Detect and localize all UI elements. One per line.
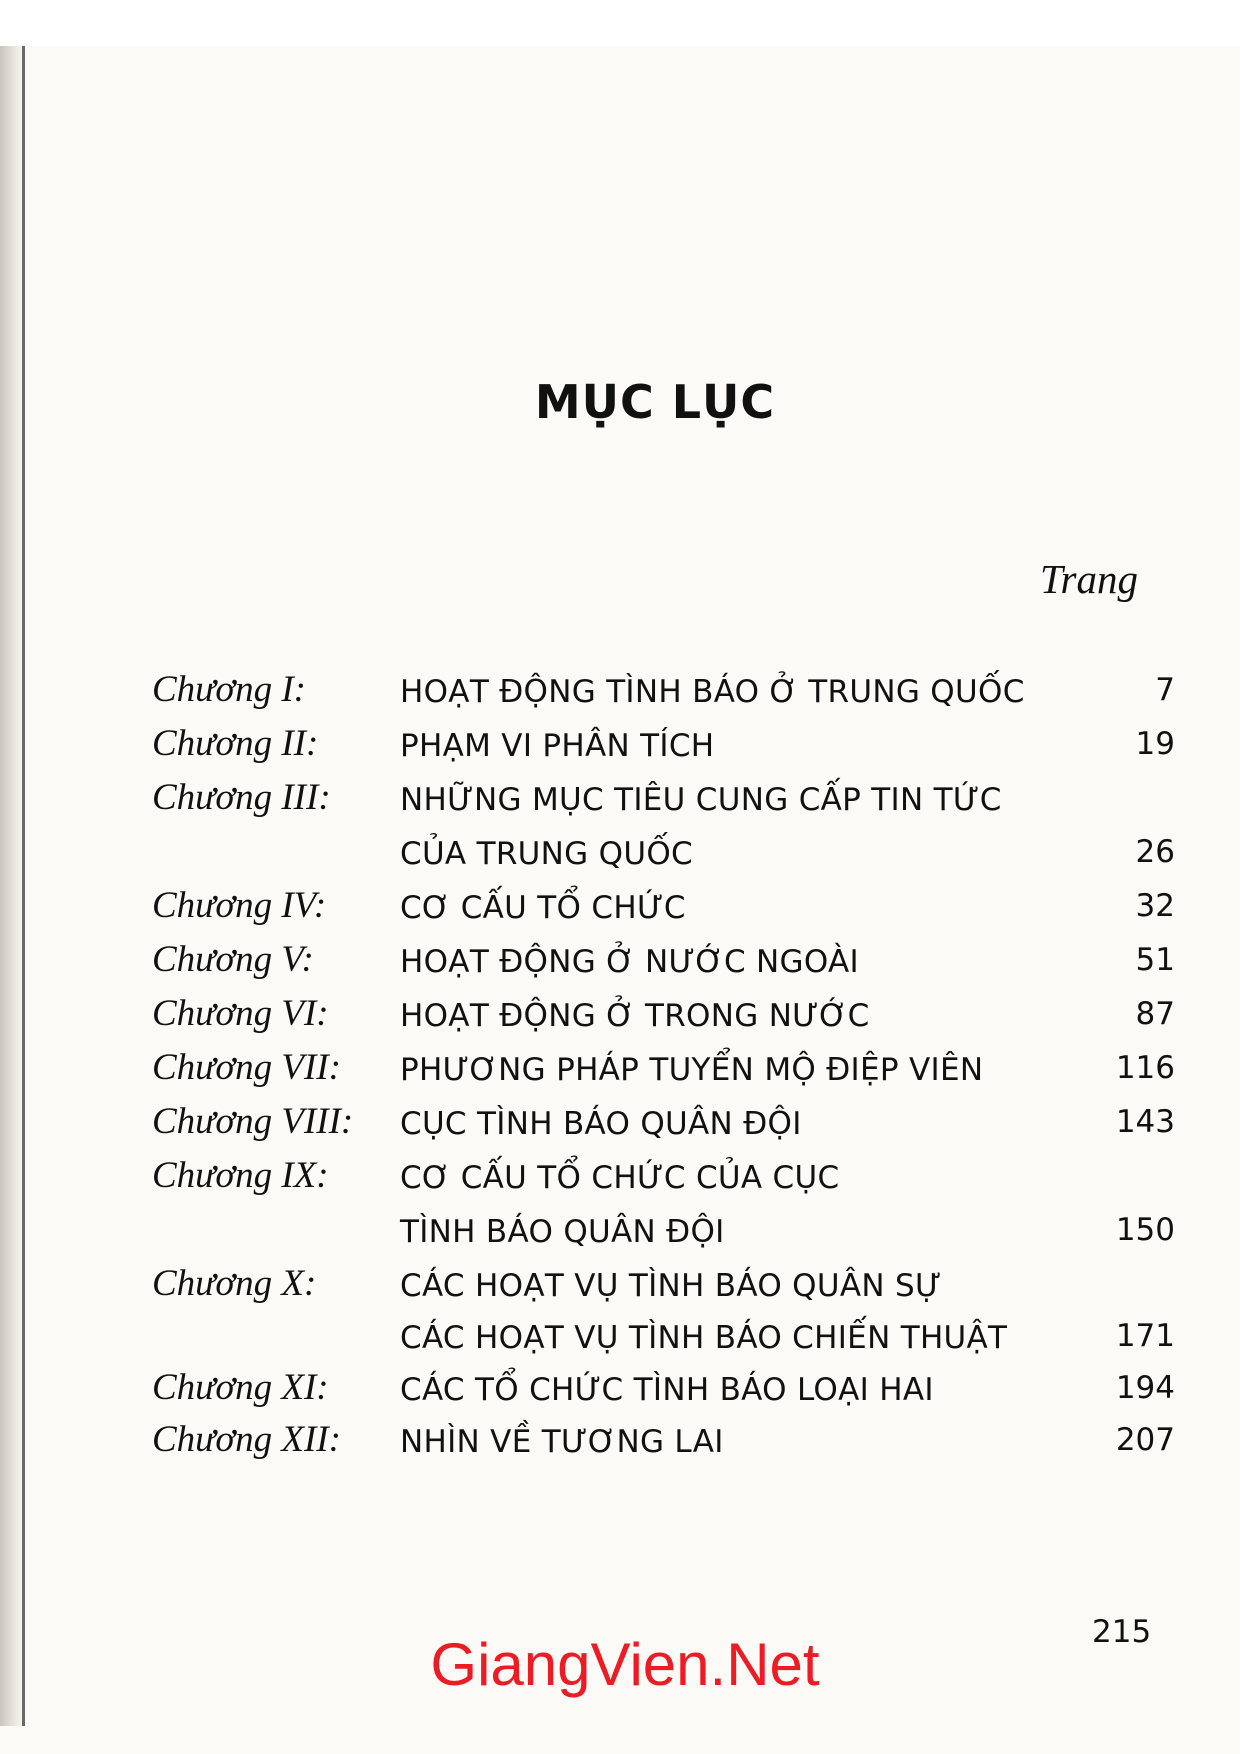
- toc-entry: [0, 1042, 1240, 1094]
- chapter-label: Chương XI:: [152, 1367, 329, 1408]
- chapter-title: HOẠT ĐỘNG Ở NƯỚC NGOÀI: [400, 944, 859, 980]
- chapter-page: 194: [1115, 1370, 1175, 1406]
- toc-entry: [0, 934, 1240, 986]
- chapter-label: Chương IV:: [152, 885, 327, 926]
- chapter-label: Chương I:: [152, 669, 306, 710]
- chapter-title: CỦA TRUNG QUỐC: [400, 836, 693, 872]
- scan-top-margin: [0, 0, 1240, 46]
- chapter-page: 32: [1135, 888, 1175, 924]
- page-column-header: Trang: [1040, 556, 1138, 602]
- page-title: MỤC LỤC: [534, 375, 776, 429]
- chapter-title: HOẠT ĐỘNG Ở TRONG NƯỚC: [400, 998, 870, 1034]
- toc-entry: [0, 1258, 1240, 1310]
- toc-entry-continuation: [0, 1204, 1240, 1256]
- toc-entry-continuation: [0, 826, 1240, 878]
- toc-entry: [0, 880, 1240, 932]
- toc-entry: [0, 1096, 1240, 1148]
- toc-entry: [0, 1150, 1240, 1202]
- chapter-label: Chương III:: [152, 777, 331, 818]
- toc-entry: [0, 988, 1240, 1040]
- chapter-title: PHẠM VI PHÂN TÍCH: [400, 728, 715, 764]
- toc-entry-continuation: [0, 1310, 1240, 1362]
- toc-entry: [0, 772, 1240, 824]
- chapter-label: Chương X:: [152, 1263, 317, 1304]
- chapter-page: 207: [1115, 1422, 1175, 1458]
- chapter-page: 7: [1155, 672, 1175, 708]
- chapter-page: 19: [1135, 726, 1175, 762]
- toc-entry: [0, 718, 1240, 770]
- chapter-title: HOẠT ĐỘNG TÌNH BÁO Ở TRUNG QUỐC: [400, 674, 1025, 710]
- page-number: 215: [1092, 1614, 1152, 1650]
- chapter-title: CÁC HOẠT VỤ TÌNH BÁO QUÂN SỰ: [400, 1268, 942, 1304]
- toc-entry: [0, 664, 1240, 716]
- chapter-title: CÁC TỔ CHỨC TÌNH BÁO LOẠI HAI: [400, 1372, 934, 1408]
- chapter-page: 51: [1135, 942, 1175, 978]
- chapter-label: Chương V:: [152, 939, 314, 980]
- chapter-label: Chương XII:: [152, 1419, 341, 1460]
- chapter-title: TÌNH BÁO QUÂN ĐỘI: [400, 1214, 725, 1250]
- chapter-label: Chương VIII:: [152, 1101, 354, 1142]
- chapter-label: Chương VI:: [152, 993, 329, 1034]
- chapter-page: 171: [1115, 1318, 1175, 1354]
- chapter-title: CÁC HOẠT VỤ TÌNH BÁO CHIẾN THUẬT: [400, 1320, 1008, 1356]
- chapter-title: CỤC TÌNH BÁO QUÂN ĐỘI: [400, 1106, 802, 1142]
- chapter-page: 143: [1115, 1104, 1175, 1140]
- toc-entry: [0, 1362, 1240, 1414]
- chapter-title: PHƯƠNG PHÁP TUYỂN MỘ ĐIỆP VIÊN: [400, 1052, 984, 1088]
- watermark-text: GiangVien.Net: [430, 1631, 820, 1698]
- chapter-page: 87: [1135, 996, 1175, 1032]
- chapter-label: Chương VII:: [152, 1047, 341, 1088]
- chapter-label: Chương IX:: [152, 1155, 329, 1196]
- chapter-page: 116: [1115, 1050, 1175, 1086]
- chapter-page: 26: [1135, 834, 1175, 870]
- chapter-title: CƠ CẤU TỔ CHỨC: [400, 890, 686, 926]
- chapter-title: CƠ CẤU TỔ CHỨC CỦA CỤC: [400, 1160, 840, 1196]
- chapter-label: Chương II:: [152, 723, 319, 764]
- chapter-title: NHÌN VỀ TƯƠNG LAI: [400, 1424, 724, 1460]
- chapter-page: 150: [1115, 1212, 1175, 1248]
- toc-entry: [0, 1414, 1240, 1466]
- chapter-title: NHỮNG MỤC TIÊU CUNG CẤP TIN TỨC: [400, 782, 1002, 818]
